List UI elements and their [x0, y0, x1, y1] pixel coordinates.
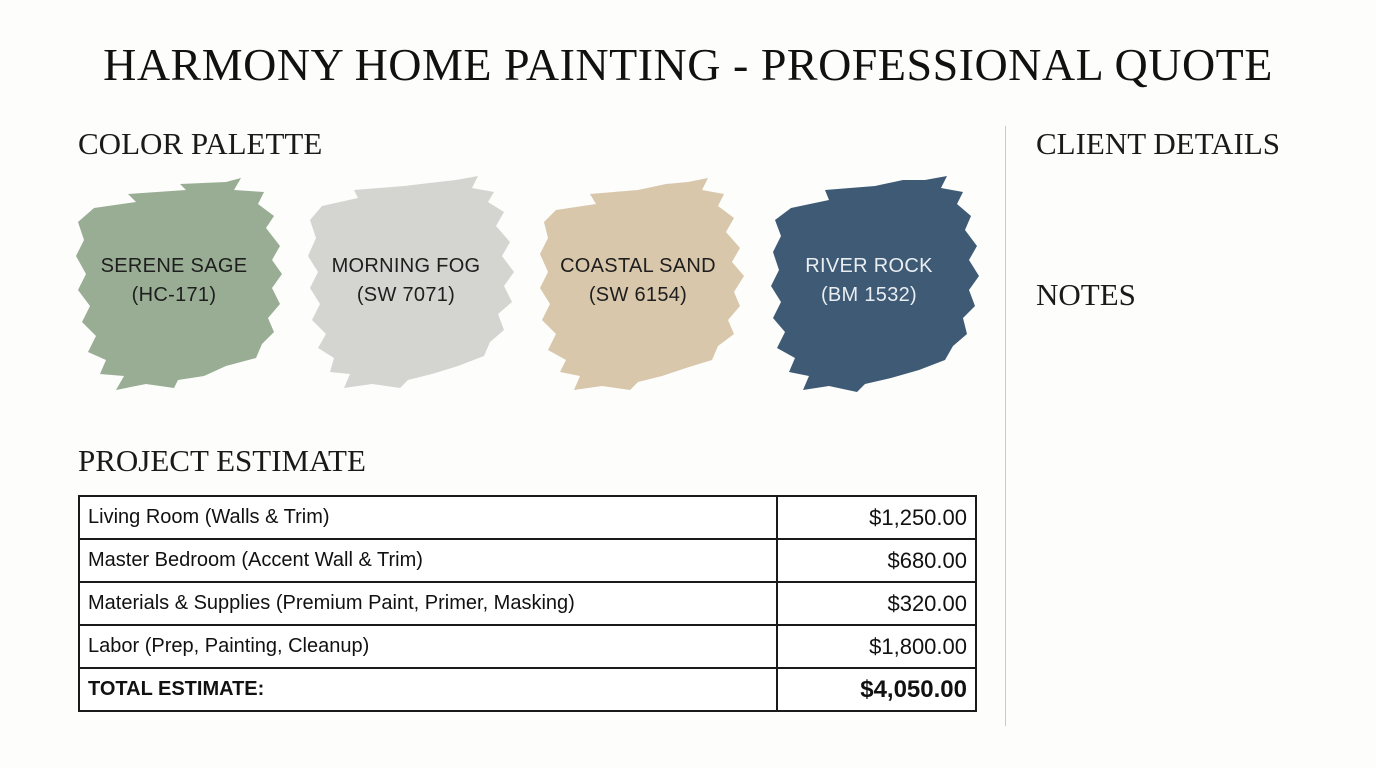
table-row: [79, 582, 976, 625]
line-item-description: Materials & Supplies (Premium Paint, Primer, Masking): [79, 582, 777, 625]
table-row: [79, 539, 976, 582]
total-label: TOTAL ESTIMATE:: [79, 668, 777, 711]
total-row: [79, 668, 976, 711]
swatch-label: [76, 252, 272, 310]
swatch-morning-fog: [308, 176, 518, 394]
line-item-amount: $1,250.00: [777, 496, 976, 539]
line-item-amount: $1,800.00: [777, 625, 976, 668]
swatch-code: (HC-171): [131, 284, 217, 306]
swatch-label: [540, 252, 736, 310]
swatch-name: SERENE SAGE: [100, 255, 248, 277]
line-item-description: Labor (Prep, Painting, Cleanup): [79, 625, 777, 668]
client-details-heading: CLIENT DETAILS: [1036, 126, 1281, 161]
line-item-amount: $320.00: [777, 582, 976, 625]
table-row: [79, 496, 976, 539]
line-item-description: Master Bedroom (Accent Wall & Trim): [79, 539, 777, 582]
column-divider: [1005, 126, 1006, 726]
table-row: [79, 625, 976, 668]
swatch-label: [308, 252, 504, 310]
swatch-serene-sage: [76, 176, 286, 394]
project-estimate-heading: PROJECT ESTIMATE: [78, 443, 366, 478]
swatch-name: COASTAL SAND: [560, 255, 716, 277]
swatch-name: MORNING FOG: [331, 255, 481, 277]
line-item-description: Living Room (Walls & Trim): [79, 496, 777, 539]
estimate-table: [78, 495, 977, 712]
swatch-label: [771, 252, 967, 310]
swatch-coastal-sand: [540, 176, 750, 394]
swatch-code: (SW 7071): [356, 284, 456, 306]
swatch-code: (SW 6154): [588, 284, 688, 306]
line-item-amount: $680.00: [777, 539, 976, 582]
swatch-river-rock: [771, 176, 981, 394]
color-palette-heading: COLOR PALETTE: [78, 126, 323, 161]
swatch-code: (BM 1532): [820, 284, 918, 306]
page-title: HARMONY HOME PAINTING - PROFESSIONAL QUOTE: [103, 39, 1273, 90]
total-amount: $4,050.00: [777, 668, 976, 711]
notes-heading: NOTES: [1036, 277, 1136, 312]
swatch-name: RIVER ROCK: [805, 255, 933, 277]
